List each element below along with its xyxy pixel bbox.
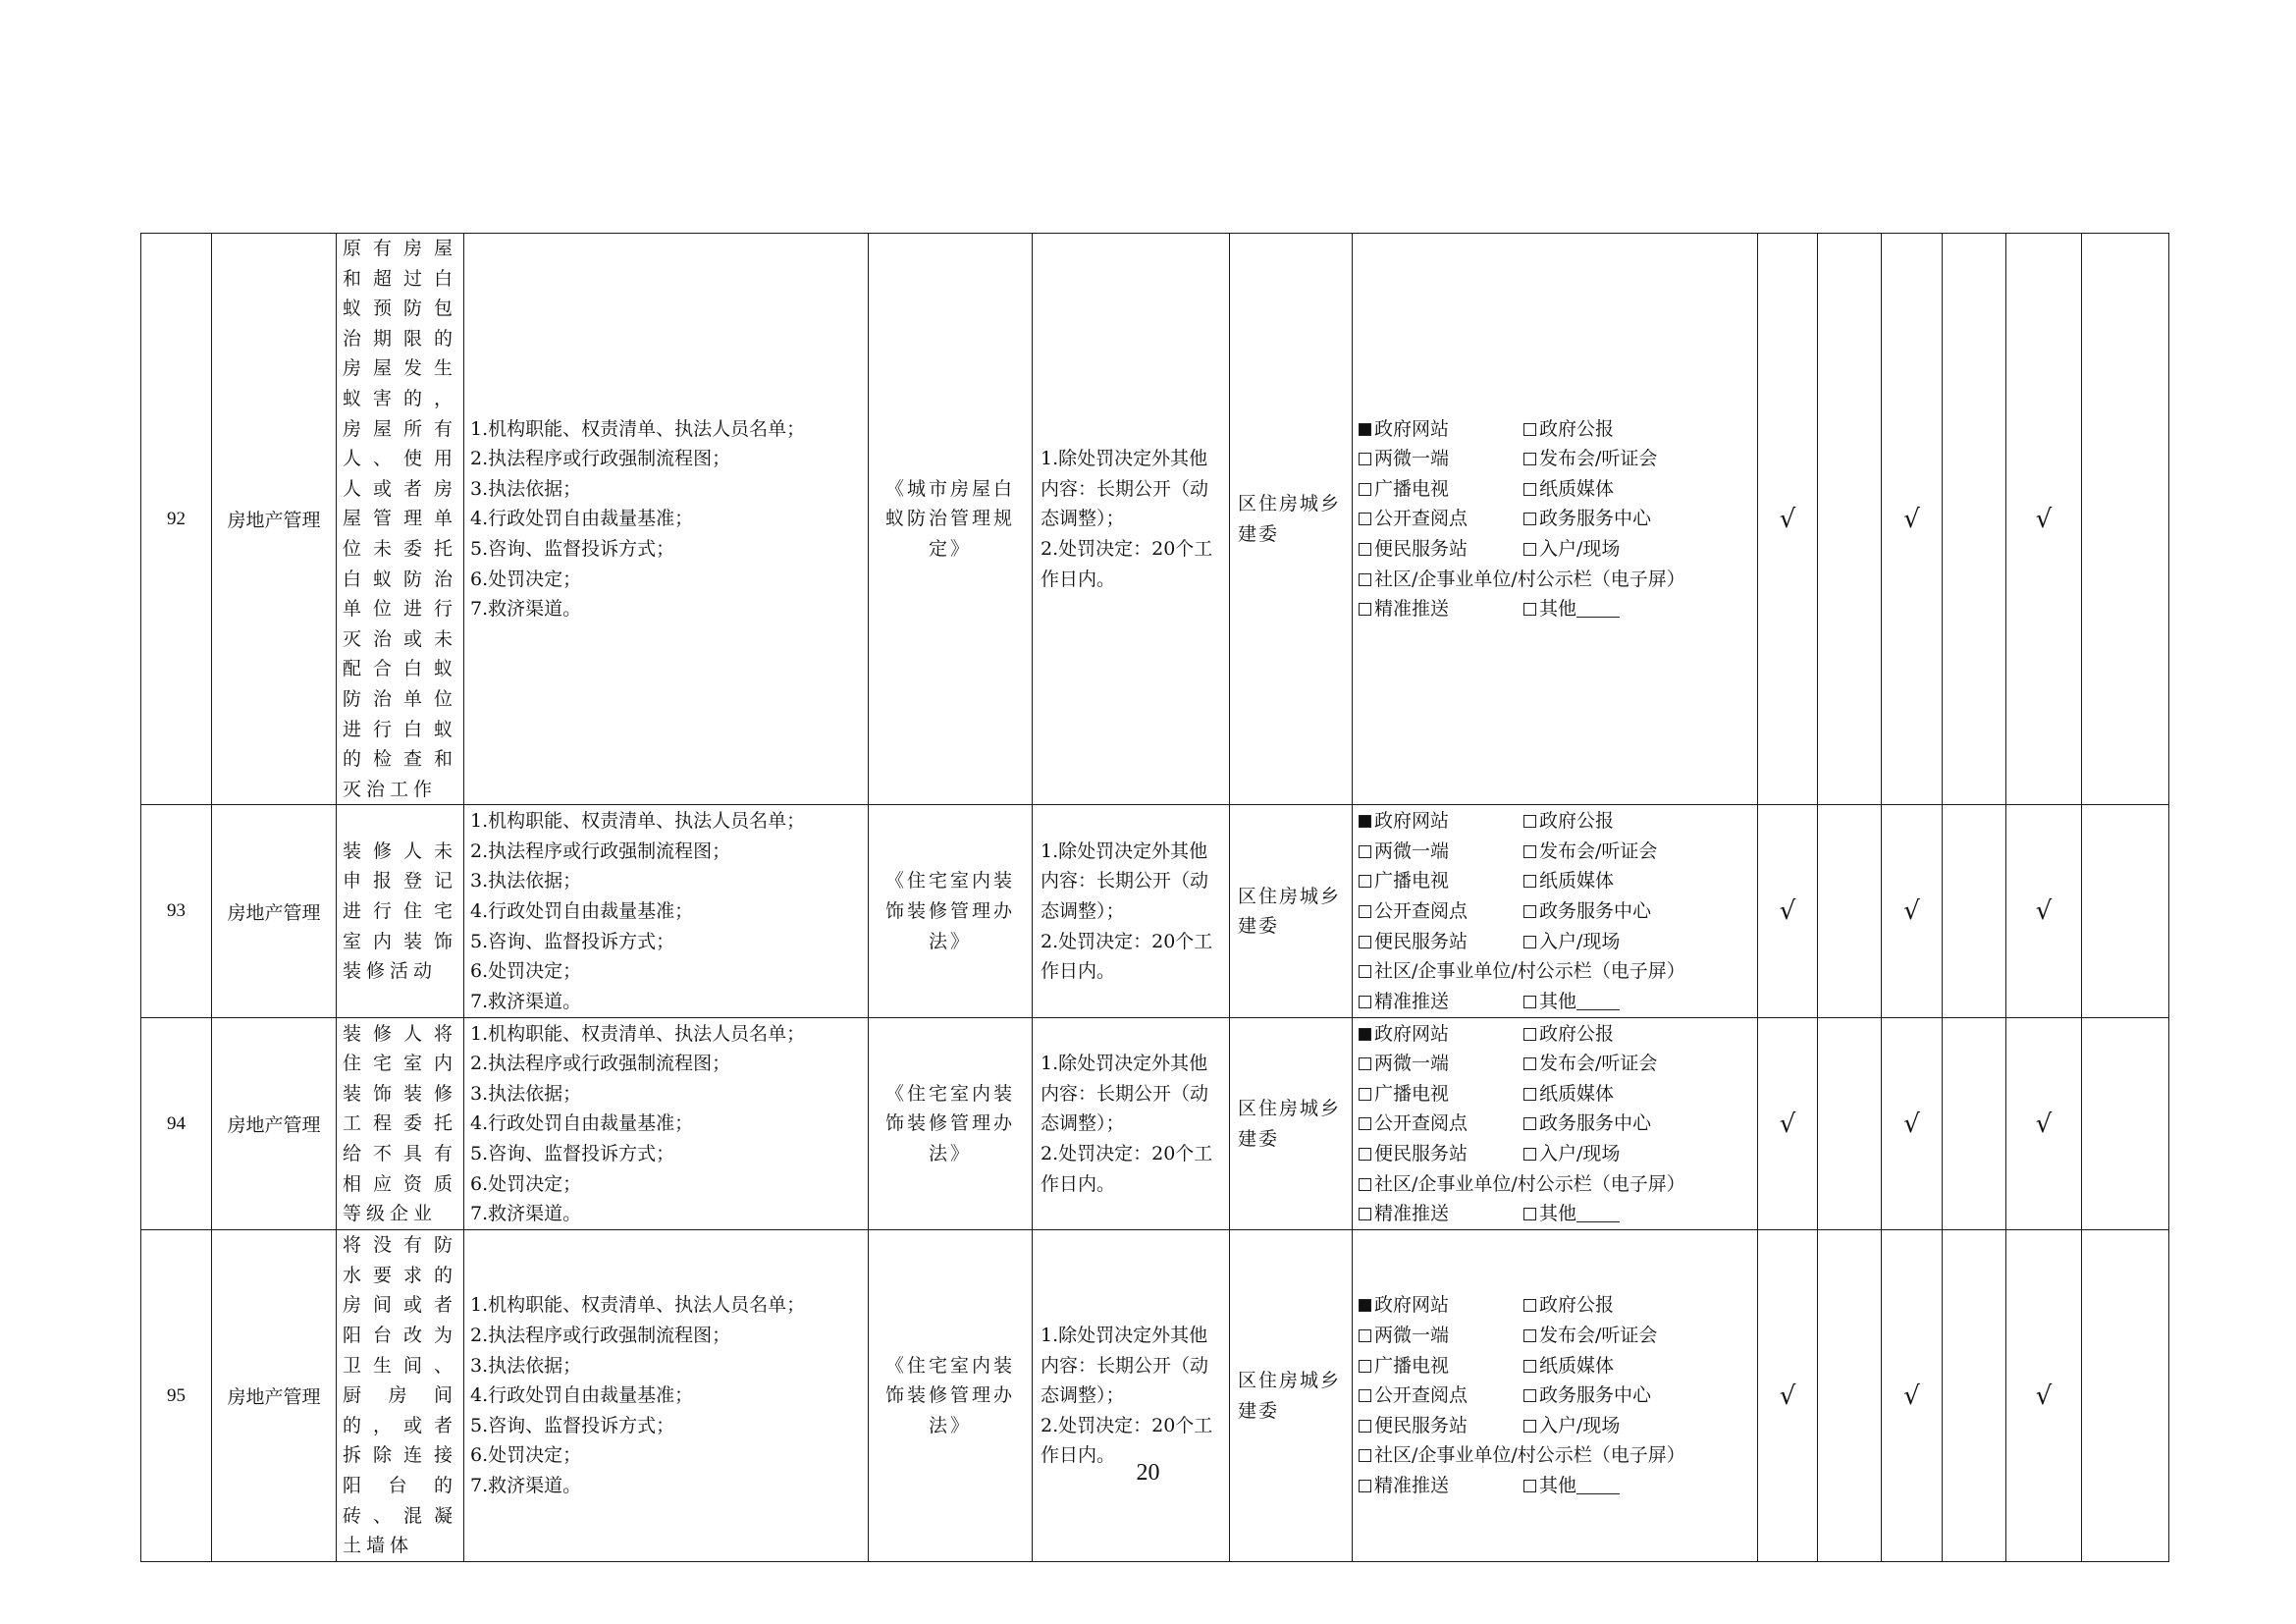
checkbox-icon[interactable] [1359,453,1371,465]
channel-row [1359,1169,1751,1200]
checkbox-icon[interactable] [1359,573,1371,586]
channel-row [1359,594,1751,624]
channel-option[interactable] [1523,1351,1688,1381]
channel-row [1359,806,1751,837]
channel-label: 公开查阅点 [1374,899,1468,922]
checkbox-icon[interactable] [1359,543,1371,556]
content-line: 1.机构职能、权责清单、执法人员名单； [470,1294,806,1317]
channel-option[interactable] [1523,1109,1688,1139]
content-line: 5.咨询、监督投诉方式； [470,537,675,560]
page-number: 20 [1136,1460,1160,1486]
violation-item-cell: 将没有防水要求的房间或者阳台改为卫生间、厨房间的，或者拆除连接阳台的砖、混凝土墙体 [337,1230,464,1562]
channel-label: 社区/企事业单位/村公示栏（电子屏） [1374,568,1685,590]
channel-option[interactable] [1523,866,1688,896]
channel-label: 社区/企事业单位/村公示栏（电子屏） [1374,1172,1685,1195]
checked-box-icon[interactable] [1359,1299,1371,1312]
channel-label: 两微一端 [1374,1053,1450,1075]
channel-option[interactable] [1359,866,1523,896]
channel-option[interactable] [1523,474,1688,505]
disclosure-time-cell [1033,1230,1230,1562]
checkbox-icon[interactable] [1523,1360,1536,1373]
channel-label: 纸质媒体 [1539,477,1615,500]
channel-option[interactable] [1359,1351,1523,1381]
checkbox-icon[interactable] [1359,1117,1371,1130]
category-cell: 房地产管理 [212,1018,337,1230]
channel-label: 广播电视 [1374,1082,1450,1105]
checkbox-icon[interactable] [1523,1420,1536,1433]
channel-row [1359,1019,1751,1050]
channel-row [1359,987,1751,1017]
content-line: 7.救济渠道。 [470,598,582,621]
channel-label: 精准推送 [1374,1203,1450,1225]
channel-option[interactable] [1523,1380,1688,1411]
checkmark-cell: √ [1758,1018,1818,1230]
time-line: 1.除处罚决定外其他内容：长期公开（动态调整）； [1041,448,1209,530]
channel-label: 入户/现场 [1539,1143,1621,1165]
category-cell: 房地产管理 [212,234,337,805]
row-number: 93 [141,805,212,1018]
time-line: 1.除处罚决定外其他内容：长期公开（动态调整）； [1041,1325,1209,1407]
channel-option[interactable] [1523,987,1688,1017]
channel-row [1359,1139,1751,1169]
channel-option[interactable] [1523,1199,1688,1229]
checkbox-icon[interactable] [1359,1360,1371,1373]
checkbox-icon[interactable] [1359,1057,1371,1070]
content-line: 7.救济渠道。 [470,1475,582,1497]
channel-row [1359,866,1751,896]
content-line: 6.处罚决定； [470,568,582,590]
violation-item-cell: 装修人将住宅室内装饰装修工程委托给不具有相应资质等级企业 [337,1018,464,1230]
content-line: 5.咨询、监督投诉方式； [470,1414,675,1436]
channel-row [1359,1351,1751,1381]
channel-option[interactable] [1523,1321,1688,1351]
channel-row [1359,1079,1751,1110]
checkbox-icon[interactable] [1523,1208,1536,1220]
checkbox-icon[interactable] [1359,1389,1371,1402]
empty-cell [1818,1230,1882,1562]
table-row [141,234,2169,805]
empty-cell [1818,805,1882,1018]
empty-cell [2082,1230,2169,1562]
category-cell: 房地产管理 [212,805,337,1018]
checkbox-icon[interactable] [1523,905,1536,918]
table-row [141,1018,2169,1230]
channel-label: 入户/现场 [1539,930,1621,952]
checkbox-icon[interactable] [1523,1028,1536,1041]
content-line: 3.执法依据； [470,1082,582,1105]
channel-option[interactable] [1359,1199,1523,1229]
channel-option[interactable] [1523,1049,1688,1079]
channel-row [1359,1321,1751,1351]
channel-option[interactable] [1359,1079,1523,1110]
checkbox-icon[interactable] [1359,1088,1371,1101]
checkmark-cell: √ [2006,805,2082,1018]
checkbox-icon[interactable] [1523,815,1536,828]
channel-option[interactable] [1523,1139,1688,1169]
empty-cell [1943,805,2006,1018]
channel-row [1359,414,1751,445]
table-body [141,234,2169,1562]
disclosure-time-cell [1033,1018,1230,1230]
checkbox-icon[interactable] [1359,1208,1371,1220]
checkbox-icon[interactable] [1523,513,1536,525]
checkbox-icon[interactable] [1359,905,1371,918]
checkbox-icon[interactable] [1523,453,1536,465]
channel-option[interactable] [1523,896,1688,927]
checkmark-cell: √ [1758,1230,1818,1562]
checkmark-cell: √ [2006,1230,2082,1562]
violation-item-cell: 装修人未申报登记进行住宅室内装饰装修活动 [337,805,464,1018]
channel-option[interactable] [1359,927,1523,957]
channel-option[interactable] [1523,837,1688,867]
channel-label: 公开查阅点 [1374,1112,1468,1135]
checkbox-icon[interactable] [1523,1088,1536,1101]
responsible-dept-cell: 区住房城乡建委 [1230,1230,1353,1562]
channel-label: 纸质媒体 [1539,870,1615,893]
content-line: 4.行政处罚自由裁量基准； [470,899,694,922]
channel-label: 政务服务中心 [1539,899,1652,922]
channel-label: 发布会/听证会 [1539,1325,1658,1347]
channel-label: 其他 [1539,598,1577,621]
other-blank-line [1576,992,1620,1010]
channel-option[interactable] [1359,504,1523,534]
disclosure-channels-cell [1353,234,1758,805]
checkbox-icon[interactable] [1359,1178,1371,1191]
channel-option[interactable] [1359,1019,1523,1050]
channel-label: 公开查阅点 [1374,508,1468,530]
checkmark-cell: √ [1882,1018,1943,1230]
content-line: 4.行政处罚自由裁量基准； [470,508,694,530]
time-line: 2.处罚决定：20个工作日内。 [1041,1414,1213,1467]
time-line: 2.处罚决定：20个工作日内。 [1041,930,1213,983]
empty-cell [1943,1230,2006,1562]
checked-box-icon[interactable] [1359,815,1371,828]
time-line: 1.除处罚决定外其他内容：长期公开（动态调整）； [1041,839,1209,922]
time-line: 1.除处罚决定外其他内容：长期公开（动态调整）； [1041,1053,1209,1135]
channel-row [1359,474,1751,505]
checkbox-icon[interactable] [1523,845,1536,858]
disclosure-content-cell [464,234,869,805]
channel-label: 精准推送 [1374,598,1450,621]
channel-label: 入户/现场 [1539,1414,1621,1436]
legal-basis-cell: 《住宅室内装饰装修管理办法》 [869,1018,1033,1230]
channel-option[interactable] [1523,1290,1688,1321]
channel-row [1359,504,1751,534]
empty-cell [1943,1018,2006,1230]
content-line: 2.执法程序或行政强制流程图； [470,448,731,470]
channel-option[interactable] [1523,534,1688,565]
channel-label: 公开查阅点 [1374,1384,1468,1407]
table-row [141,1230,2169,1562]
channel-label: 精准推送 [1374,1475,1450,1497]
channel-row [1359,837,1751,867]
channel-option[interactable] [1523,927,1688,957]
checkbox-icon[interactable] [1523,423,1536,436]
content-line: 6.处罚决定； [470,1172,582,1195]
channel-option[interactable] [1359,960,1685,982]
channel-label: 便民服务站 [1374,1143,1468,1165]
channel-option[interactable] [1523,444,1688,474]
channel-label: 广播电视 [1374,870,1450,893]
channel-label: 政府网站 [1374,1022,1450,1045]
channel-label: 政府公报 [1539,1022,1615,1045]
checkmark-cell: √ [1882,805,1943,1018]
checkbox-icon[interactable] [1523,875,1536,888]
checkbox-icon[interactable] [1523,1389,1536,1402]
channel-label: 纸质媒体 [1539,1082,1615,1105]
content-line: 6.处罚决定； [470,960,582,983]
channel-option[interactable] [1359,1380,1523,1411]
checkbox-icon[interactable] [1359,996,1371,1008]
channel-label: 发布会/听证会 [1539,1053,1658,1075]
checkmark-cell: √ [1882,234,1943,805]
channel-row [1359,444,1751,474]
channel-option[interactable] [1359,896,1523,927]
other-blank-line [1576,599,1620,618]
channel-label: 精准推送 [1374,990,1450,1012]
checkbox-icon[interactable] [1359,875,1371,888]
checkbox-icon[interactable] [1359,513,1371,525]
checkbox-icon[interactable] [1359,936,1371,948]
channel-option[interactable] [1359,837,1523,867]
checkbox-icon[interactable] [1359,965,1371,978]
channel-option[interactable] [1359,474,1523,505]
checkbox-icon[interactable] [1523,1329,1536,1342]
channel-row [1359,1290,1751,1321]
channel-label: 政府网站 [1374,1294,1450,1317]
checkbox-icon[interactable] [1523,1117,1536,1130]
channel-label: 广播电视 [1374,477,1450,500]
channel-label: 发布会/听证会 [1539,448,1658,470]
disclosure-content-cell [464,1018,869,1230]
empty-cell [1818,1018,1882,1230]
row-number: 95 [141,1230,212,1562]
channel-label: 其他 [1539,1475,1577,1497]
checkmark-cell: √ [1758,234,1818,805]
content-line: 3.执法依据； [470,870,582,893]
checkbox-icon[interactable] [1359,483,1371,496]
table-row [141,805,2169,1018]
legal-basis-cell: 《城市房屋白蚁防治管理规定》 [869,234,1033,805]
disclosure-content-cell [464,805,869,1018]
content-line: 4.行政处罚自由裁量基准； [470,1112,694,1135]
content-line: 5.咨询、监督投诉方式； [470,930,675,952]
channel-option[interactable] [1359,1411,1523,1441]
checkbox-icon[interactable] [1523,483,1536,496]
channel-option[interactable] [1359,444,1523,474]
channel-label: 社区/企事业单位/村公示栏（电子屏） [1374,960,1685,983]
checkmark-cell: √ [1758,805,1818,1018]
channel-label: 政务服务中心 [1539,1384,1652,1407]
channel-option[interactable] [1359,1109,1523,1139]
responsible-dept-cell: 区住房城乡建委 [1230,1018,1353,1230]
checkbox-icon[interactable] [1359,1148,1371,1161]
channel-option[interactable] [1359,1173,1685,1195]
time-line: 2.处罚决定：20个工作日内。 [1041,1143,1213,1195]
content-line: 3.执法依据； [470,1354,582,1377]
channel-label: 发布会/听证会 [1539,839,1658,862]
checked-box-icon[interactable] [1359,423,1371,436]
violation-item-cell: 原有房屋和超过白蚁预防包治期限的房屋发生蚁害的，房屋所有人、使用人或者房屋管理单位未委托白蚁防治单位进行灭治或未配合白蚁防治单位进行白蚁的检查和灭治工作 [337,234,464,805]
disclosure-channels-cell [1353,1230,1758,1562]
content-line: 1.机构职能、权责清单、执法人员名单； [470,810,806,833]
channel-label: 社区/企事业单位/村公示栏（电子屏） [1374,1444,1685,1467]
channel-option[interactable] [1523,504,1688,534]
channel-label: 政务服务中心 [1539,508,1652,530]
checkbox-icon[interactable] [1523,1148,1536,1161]
content-line: 7.救济渠道。 [470,990,582,1012]
channel-label: 政府网站 [1374,810,1450,833]
channel-row [1359,1380,1751,1411]
content-line: 4.行政处罚自由裁量基准； [470,1384,694,1407]
checkbox-icon[interactable] [1523,936,1536,948]
disclosure-table [140,233,2169,1562]
channel-row [1359,896,1751,927]
channel-option[interactable] [1523,594,1688,624]
channel-label: 便民服务站 [1374,537,1468,560]
content-line: 6.处罚决定； [470,1444,582,1467]
empty-cell [1943,234,2006,805]
category-cell: 房地产管理 [212,1230,337,1562]
channel-option[interactable] [1359,594,1523,624]
disclosure-content-cell [464,1230,869,1562]
channel-option[interactable] [1359,1139,1523,1169]
channel-option[interactable] [1359,568,1685,590]
channel-option[interactable] [1359,1290,1523,1321]
checkbox-icon[interactable] [1359,845,1371,858]
channel-label: 便民服务站 [1374,930,1468,952]
responsible-dept-cell: 区住房城乡建委 [1230,234,1353,805]
channel-option[interactable] [1523,414,1688,445]
channel-label: 广播电视 [1374,1354,1450,1377]
channel-row [1359,1411,1751,1441]
content-line: 2.执法程序或行政强制流程图； [470,839,731,862]
channel-label: 两微一端 [1374,448,1450,470]
channel-label: 政府网站 [1374,417,1450,440]
channel-row [1359,1199,1751,1229]
checkbox-icon[interactable] [1523,1299,1536,1312]
channel-label: 纸质媒体 [1539,1354,1615,1377]
checkbox-icon[interactable] [1523,603,1536,616]
channel-row [1359,534,1751,565]
checkbox-icon[interactable] [1359,1329,1371,1342]
channel-label: 政务服务中心 [1539,1112,1652,1135]
checkbox-icon[interactable] [1523,1057,1536,1070]
channel-row [1359,565,1751,595]
row-number: 94 [141,1018,212,1230]
content-line: 1.机构职能、权责清单、执法人员名单； [470,417,806,440]
checkbox-icon[interactable] [1523,543,1536,556]
content-line: 2.执法程序或行政强制流程图； [470,1053,731,1075]
channel-row [1359,1109,1751,1139]
channel-option[interactable] [1523,1079,1688,1110]
content-line: 1.机构职能、权责清单、执法人员名单； [470,1022,806,1045]
disclosure-time-cell [1033,805,1230,1018]
channel-label: 其他 [1539,990,1577,1012]
checkbox-icon[interactable] [1359,603,1371,616]
channel-option[interactable] [1359,414,1523,445]
checkmark-cell: √ [2006,234,2082,805]
channel-option[interactable] [1523,1019,1688,1050]
channel-row [1359,927,1751,957]
disclosure-channels-cell [1353,1018,1758,1230]
empty-cell [2082,805,2169,1018]
disclosure-time-cell [1033,234,1230,805]
channel-option[interactable] [1359,1321,1523,1351]
content-line: 2.执法程序或行政强制流程图； [470,1325,731,1347]
channel-option[interactable] [1359,534,1523,565]
channel-label: 入户/现场 [1539,537,1621,560]
legal-basis-cell: 《住宅室内装饰装修管理办法》 [869,1230,1033,1562]
channel-label: 便民服务站 [1374,1414,1468,1436]
channel-option[interactable] [1523,806,1688,837]
time-line: 2.处罚决定：20个工作日内。 [1041,537,1213,590]
legal-basis-cell: 《住宅室内装饰装修管理办法》 [869,805,1033,1018]
channel-option[interactable] [1359,806,1523,837]
checkmark-cell: √ [1882,1230,1943,1562]
empty-cell [1818,234,1882,805]
other-blank-line [1576,1204,1620,1222]
channel-option[interactable] [1359,987,1523,1017]
channel-row [1359,956,1751,987]
channel-option[interactable] [1359,1049,1523,1079]
responsible-dept-cell: 区住房城乡建委 [1230,805,1353,1018]
channel-row [1359,1049,1751,1079]
content-line: 5.咨询、监督投诉方式； [470,1143,675,1165]
channel-label: 两微一端 [1374,839,1450,862]
channel-label: 政府公报 [1539,1294,1615,1317]
channel-label: 其他 [1539,1203,1577,1225]
channel-option[interactable] [1523,1411,1688,1441]
checkbox-icon[interactable] [1359,1420,1371,1433]
empty-cell [2082,1018,2169,1230]
channel-label: 两微一端 [1374,1325,1450,1347]
disclosure-channels-cell [1353,805,1758,1018]
content-line: 3.执法依据； [470,477,582,500]
row-number: 92 [141,234,212,805]
checkbox-icon[interactable] [1523,996,1536,1008]
checkmark-cell: √ [2006,1018,2082,1230]
content-line: 7.救济渠道。 [470,1203,582,1225]
channel-label: 政府公报 [1539,417,1615,440]
channel-label: 政府公报 [1539,810,1615,833]
checked-box-icon[interactable] [1359,1028,1371,1041]
empty-cell [2082,234,2169,805]
